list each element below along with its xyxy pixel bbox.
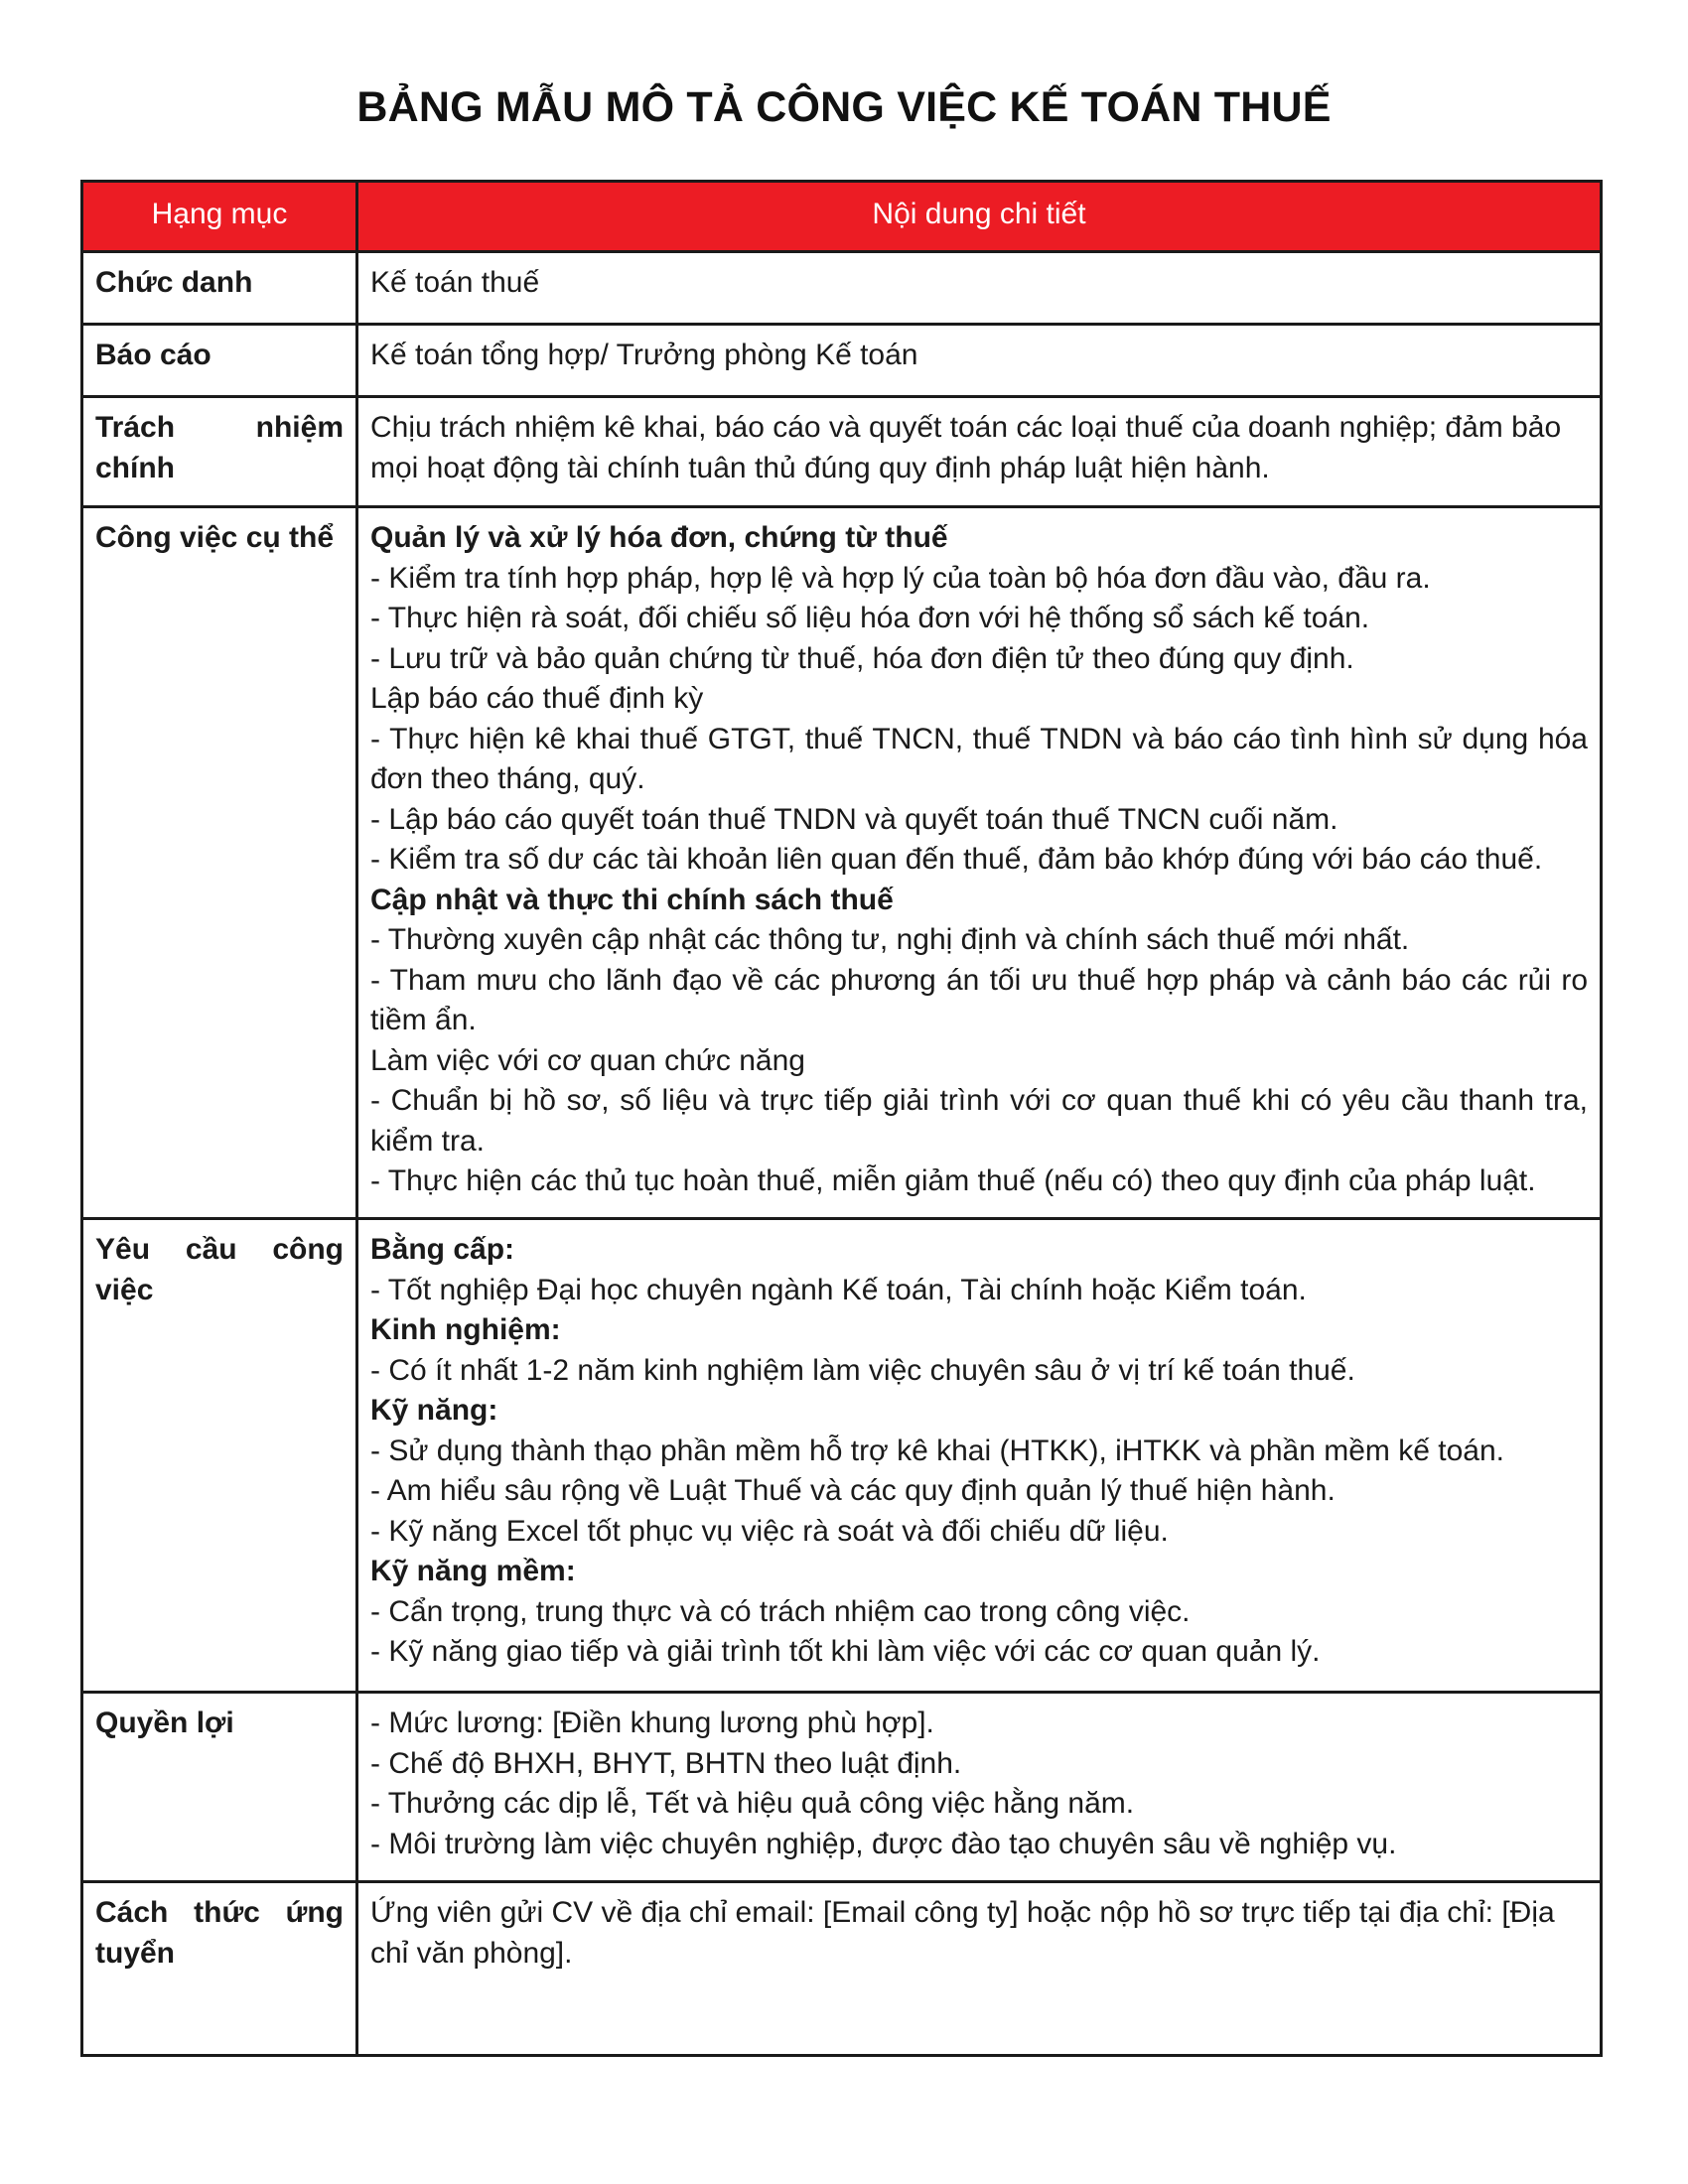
task-line: - Kiểm tra số dư các tài khoản liên quan đến thuế, đảm bảo khớp đúng với báo cáo thuế.: [370, 843, 1543, 876]
table-row-how-to-apply: [82, 1882, 1602, 2056]
table-row-specific-tasks: [82, 507, 1602, 1219]
header-category: Hạng mục: [82, 182, 357, 252]
task-line: Quản lý và xử lý hóa đơn, chứng từ thuế: [370, 521, 948, 554]
task-line: - Thường xuyên cập nhật các thông tư, nghị định và chính sách thuế mới nhất.: [370, 923, 1410, 956]
task-line: - Lập báo cáo quyết toán thuế TNDN và quyết toán thuế TNCN cuối năm.: [370, 802, 1338, 836]
task-line: - Kiểm tra tính hợp pháp, hợp lệ và hợp lý của toàn bộ hóa đơn đầu vào, đầu ra.: [370, 561, 1431, 595]
benefit-line: - Mức lương: [Điền khung lương phù hợp].: [370, 1706, 934, 1739]
task-line: - Chuẩn bị hồ sơ, số liệu và trực tiếp giải trình với cơ quan thuế khi có yêu cầu thanh tra, kiểm tra.: [370, 1084, 1588, 1158]
requirement-line: Kỹ năng mềm:: [370, 1555, 576, 1587]
header-details: Nội dung chi tiết: [357, 182, 1602, 252]
table-row-reports-to: [82, 325, 1602, 397]
requirement-line: - Am hiểu sâu rộng về Luật Thuế và các quy định quản lý thuế hiện hành.: [370, 1474, 1336, 1507]
row-label: Báo cáo: [82, 325, 357, 397]
row-content: Kế toán tổng hợp/ Trưởng phòng Kế toán: [357, 325, 1602, 397]
task-line: - Thực hiện rà soát, đối chiếu số liệu hóa đơn với hệ thống sổ sách kế toán.: [370, 602, 1370, 634]
task-line: Cập nhật và thực thi chính sách thuế: [370, 883, 894, 916]
requirement-line: - Cẩn trọng, trung thực và có trách nhiệm cao trong công việc.: [370, 1594, 1191, 1628]
page-title: BẢNG MẪU MÔ TẢ CÔNG VIỆC KẾ TOÁN THUẾ: [356, 83, 1332, 131]
benefit-line: - Thưởng các dịp lễ, Tết và hiệu quả công việc hằng năm.: [370, 1787, 1135, 1820]
table-row-requirements: [82, 1219, 1602, 1693]
benefit-line: - Môi trường làm việc chuyên nghiệp, được đào tạo chuyên sâu về nghiệp vụ.: [370, 1827, 1397, 1860]
table-row-main-responsibility: [82, 397, 1602, 507]
benefit-line: - Chế độ BHXH, BHYT, BHTN theo luật định.: [370, 1746, 962, 1780]
row-content: Ứng viên gửi CV về địa chỉ email: [Email công ty] hoặc nộp hồ sơ trực tiếp tại địa chỉ: [Địa chỉ văn phòng].: [357, 1882, 1602, 2056]
table-row-benefits: [82, 1693, 1602, 1882]
row-content: Kế toán thuế: [357, 252, 1602, 325]
task-line: - Tham mưu cho lãnh đạo về các phương án tối ưu thuế hợp pháp và cảnh báo các rủi ro tiềm ẩn.: [370, 963, 1588, 1036]
row-label: Công việc cụ thể: [82, 507, 357, 1219]
requirement-line: - Tốt nghiệp Đại học chuyên ngành Kế toán, Tài chính hoặc Kiểm toán.: [370, 1273, 1307, 1306]
task-line: Làm việc với cơ quan chức năng: [370, 1043, 805, 1077]
task-line: Lập báo cáo thuế định kỳ: [370, 682, 704, 715]
requirement-line: - Có ít nhất 1-2 năm kinh nghiệm làm việc chuyên sâu ở vị trí kế toán thuế.: [370, 1353, 1355, 1387]
task-line: - Thực hiện các thủ tục hoàn thuế, miễn giảm thuế (nếu có) theo quy định của pháp luật.: [370, 1164, 1536, 1197]
row-label: Trách nhiệm chính: [82, 397, 357, 507]
requirement-line: Bằng cấp:: [370, 1233, 515, 1266]
row-content: [357, 1693, 1602, 1882]
requirement-line: Kỹ năng:: [370, 1394, 498, 1427]
row-label: Cách thức ứng tuyển: [82, 1882, 357, 2056]
row-content: [357, 1219, 1602, 1693]
row-label: Quyền lợi: [82, 1693, 357, 1882]
task-line: - Lưu trữ và bảo quản chứng từ thuế, hóa đơn điện tử theo đúng quy định.: [370, 641, 1354, 675]
row-label: Yêu cầu công việc: [82, 1219, 357, 1693]
requirement-line: - Sử dụng thành thạo phần mềm hỗ trợ kê khai (HTKK), iHTKK và phần mềm kế toán.: [370, 1433, 1504, 1467]
table-row-job-title: [82, 252, 1602, 325]
row-label: Chức danh: [82, 252, 357, 325]
task-line: - Thực hiện kê khai thuế GTGT, thuế TNCN, thuế TNDN và báo cáo tình hình sử dụng hóa đơn theo tháng, quý.: [370, 722, 1588, 795]
requirement-line: Kinh nghiệm:: [370, 1313, 561, 1346]
table-header-row: [82, 182, 1602, 252]
row-content: Chịu trách nhiệm kê khai, báo cáo và quyết toán các loại thuế của doanh nghiệp; đảm bảo mọi hoạt động tài chính tuân thủ đúng quy định pháp luật hiện hành.: [357, 397, 1602, 507]
requirement-line: - Kỹ năng giao tiếp và giải trình tốt khi làm việc với các cơ quan quản lý.: [370, 1635, 1321, 1668]
row-content: [357, 507, 1602, 1219]
requirement-line: - Kỹ năng Excel tốt phục vụ việc rà soát và đối chiếu dữ liệu.: [370, 1514, 1169, 1548]
job-description-table: [80, 180, 1603, 2057]
